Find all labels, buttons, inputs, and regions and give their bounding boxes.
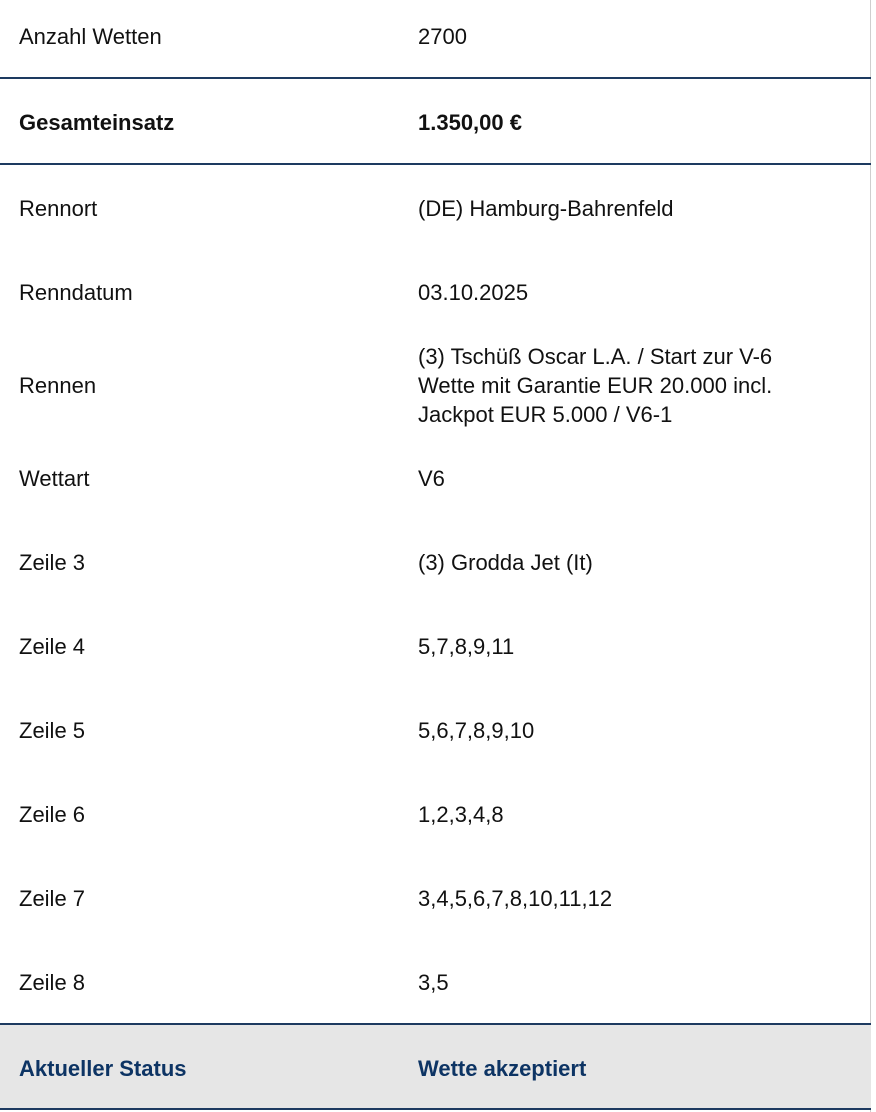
wettart-label: Wettart — [19, 466, 90, 491]
divider — [0, 1108, 871, 1110]
divider — [0, 77, 871, 79]
rennen-value — [418, 342, 848, 429]
status-label: Aktueller Status — [19, 1056, 187, 1081]
status-value: Wette akzeptiert — [418, 1056, 587, 1081]
zeile-value: (3) Grodda Jet (It) — [418, 550, 593, 575]
zeile-label: Zeile 4 — [19, 634, 86, 659]
wettart-value: V6 — [418, 466, 445, 491]
zeile-value: 3,5 — [418, 970, 449, 995]
rennen-value-line: (3) Tschüß Oscar L.A. / Start zur V-6 — [418, 344, 773, 369]
anzahl-wetten-value: 2700 — [418, 24, 467, 49]
zeile-label: Zeile 6 — [19, 802, 86, 827]
zeile-label: Zeile 8 — [19, 970, 86, 995]
anzahl-wetten-label: Anzahl Wetten — [19, 24, 162, 49]
renndatum-label: Renndatum — [19, 280, 133, 305]
rennen-value-line: Jackpot EUR 5.000 / V6-1 — [418, 402, 673, 427]
zeile-label: Zeile 5 — [19, 718, 86, 743]
zeile-value: 1,2,3,4,8 — [418, 802, 504, 827]
rennen-value-line: Wette mit Garantie EUR 20.000 incl. — [418, 373, 773, 398]
zeile-label: Zeile 3 — [19, 550, 86, 575]
rennort-value: (DE) Hamburg-Bahrenfeld — [418, 196, 674, 221]
divider — [0, 163, 871, 165]
zeile-value: 3,4,5,6,7,8,10,11,12 — [418, 886, 613, 911]
zeile-value: 5,7,8,9,11 — [418, 634, 515, 659]
zeile-label: Zeile 7 — [19, 886, 86, 911]
zeile-value: 5,6,7,8,9,10 — [418, 718, 535, 743]
gesamteinsatz-value: 1.350,00 € — [418, 110, 522, 135]
rennort-label: Rennort — [19, 196, 98, 221]
rennen-label: Rennen — [19, 373, 97, 398]
gesamteinsatz-label: Gesamteinsatz — [19, 110, 175, 135]
renndatum-value: 03.10.2025 — [418, 280, 529, 305]
